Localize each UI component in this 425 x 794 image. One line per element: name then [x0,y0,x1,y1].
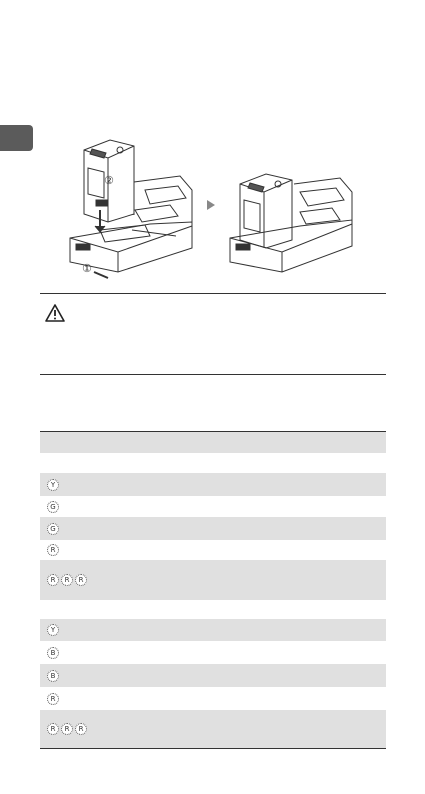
step-marker-2: ② [104,174,114,187]
charging-hub-illustration [0,0,425,290]
table-row [40,641,386,664]
table-row [40,496,386,517]
warning-top-rule [40,293,386,294]
table-row [40,619,386,641]
table-row [40,664,386,687]
led-indicator: Y [47,479,59,491]
led-indicator: R [47,544,59,556]
table-row [40,710,386,749]
table-row [40,517,386,540]
led-indicator: R [47,693,59,705]
table-row [40,453,386,473]
table-row [40,540,386,560]
table-row [40,687,386,710]
led-indicator: Y [47,624,59,636]
led-indicator: R [75,574,87,586]
led-indicator: R [75,723,87,735]
led-indicator: B [47,670,59,682]
warning-bottom-rule [40,374,386,375]
table-row [40,560,386,600]
led-indicator: G [47,501,59,513]
led-indicator: G [47,523,59,535]
table-row [40,600,386,619]
led-status-table [40,431,386,749]
led-indicator: R [61,723,73,735]
led-indicator: R [47,574,59,586]
table-row [40,473,386,496]
led-indicator: B [47,647,59,659]
led-indicator: R [61,574,73,586]
led-indicator: R [47,723,59,735]
step-marker-1: ① [82,262,92,275]
table-header-row [40,431,386,453]
right-triangle-icon [207,200,215,210]
warning-triangle-icon [44,303,66,323]
